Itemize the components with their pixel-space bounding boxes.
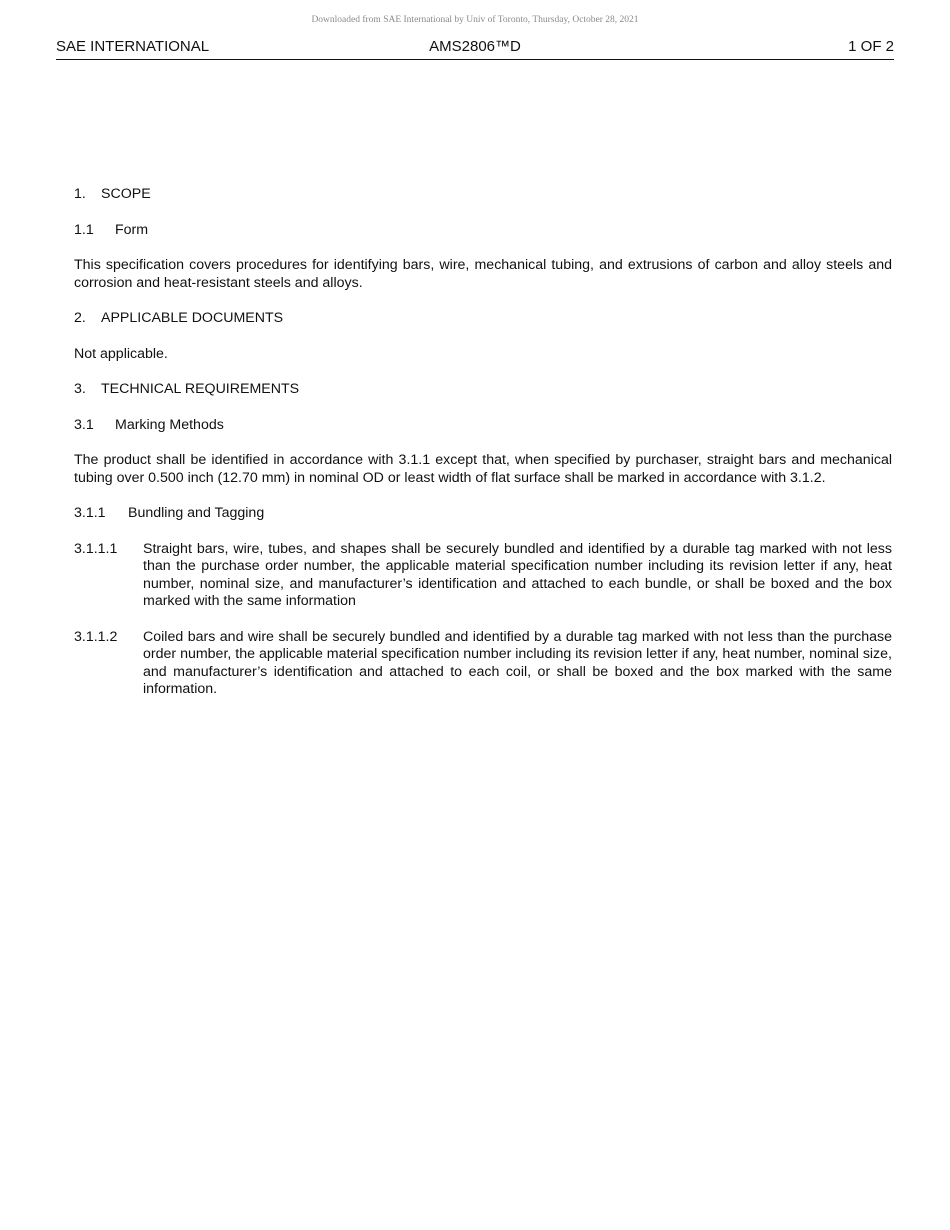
- section-3-1-paragraph: The product shall be identified in accordance with 3.1.1 except that, when specified by purchaser, straight bars and mechanical tubing over 0.500 inch (12.70 mm) in nominal OD or least width of flat surface shall be marked in accordance with 3.1.2.: [74, 452, 892, 486]
- section-number: 2.: [74, 310, 86, 326]
- section-title: Bundling and Tagging: [128, 505, 265, 521]
- section-number: 1.1: [74, 221, 94, 238]
- section-2-heading: [74, 310, 892, 328]
- header-organization: SAE INTERNATIONAL: [56, 38, 210, 55]
- section-1-1-paragraph: This specification covers procedures for identifying bars, wire, mechanical tubing, and extrusions of carbon and alloy steels and corrosion and heat-resistant steels and alloys.: [74, 257, 892, 291]
- header-page-number: 1 OF 2: [848, 38, 894, 55]
- paragraph-text: Straight bars, wire, tubes, and shapes shall be securely bundled and identified by a durable tag marked with not less than the purchase order number, the applicable material specification number including its revision letter if any, heat number, nominal size, and manufacturer’s identification and attached to each bundle, or shall be boxed and the box marked with the same information: [143, 540, 892, 609]
- section-3-1-1-1-paragraph: [74, 541, 892, 611]
- section-3-1-1-2-paragraph: [74, 629, 892, 699]
- section-3-1-heading: [74, 417, 892, 435]
- section-title: Marking Methods: [115, 416, 224, 433]
- section-1-heading: [74, 186, 892, 204]
- page-header: [56, 38, 894, 60]
- document-body: [74, 186, 892, 717]
- section-1-1-heading: [74, 222, 892, 240]
- section-title: APPLICABLE DOCUMENTS: [101, 310, 284, 326]
- section-title: TECHNICAL REQUIREMENTS: [101, 381, 300, 397]
- section-title: SCOPE: [101, 186, 151, 202]
- section-3-heading: [74, 381, 892, 399]
- section-title: Form: [115, 221, 149, 238]
- section-3-1-1-heading: [74, 505, 892, 523]
- section-number: 3.1.1: [74, 505, 106, 521]
- section-number: 3.1: [74, 416, 94, 433]
- header-document-id: AMS2806™D: [429, 38, 521, 55]
- paragraph-text: Coiled bars and wire shall be securely bundled and identified by a durable tag marked with not less than the purchase order number, the applicable material specification number including its revision letter if any, heat number, nominal size, and manufacturer’s identification and attached to each coil, or shall be boxed and the box marked with the same information.: [143, 628, 892, 697]
- section-2-paragraph: Not applicable.: [74, 345, 168, 362]
- section-number: 3.1.1.2: [74, 628, 118, 645]
- section-number: 3.: [74, 381, 86, 397]
- section-number: 3.1.1.1: [74, 540, 118, 557]
- download-watermark: Downloaded from SAE International by Univ of Toronto, Thursday, October 28, 2021: [311, 15, 639, 25]
- section-number: 1.: [74, 186, 86, 202]
